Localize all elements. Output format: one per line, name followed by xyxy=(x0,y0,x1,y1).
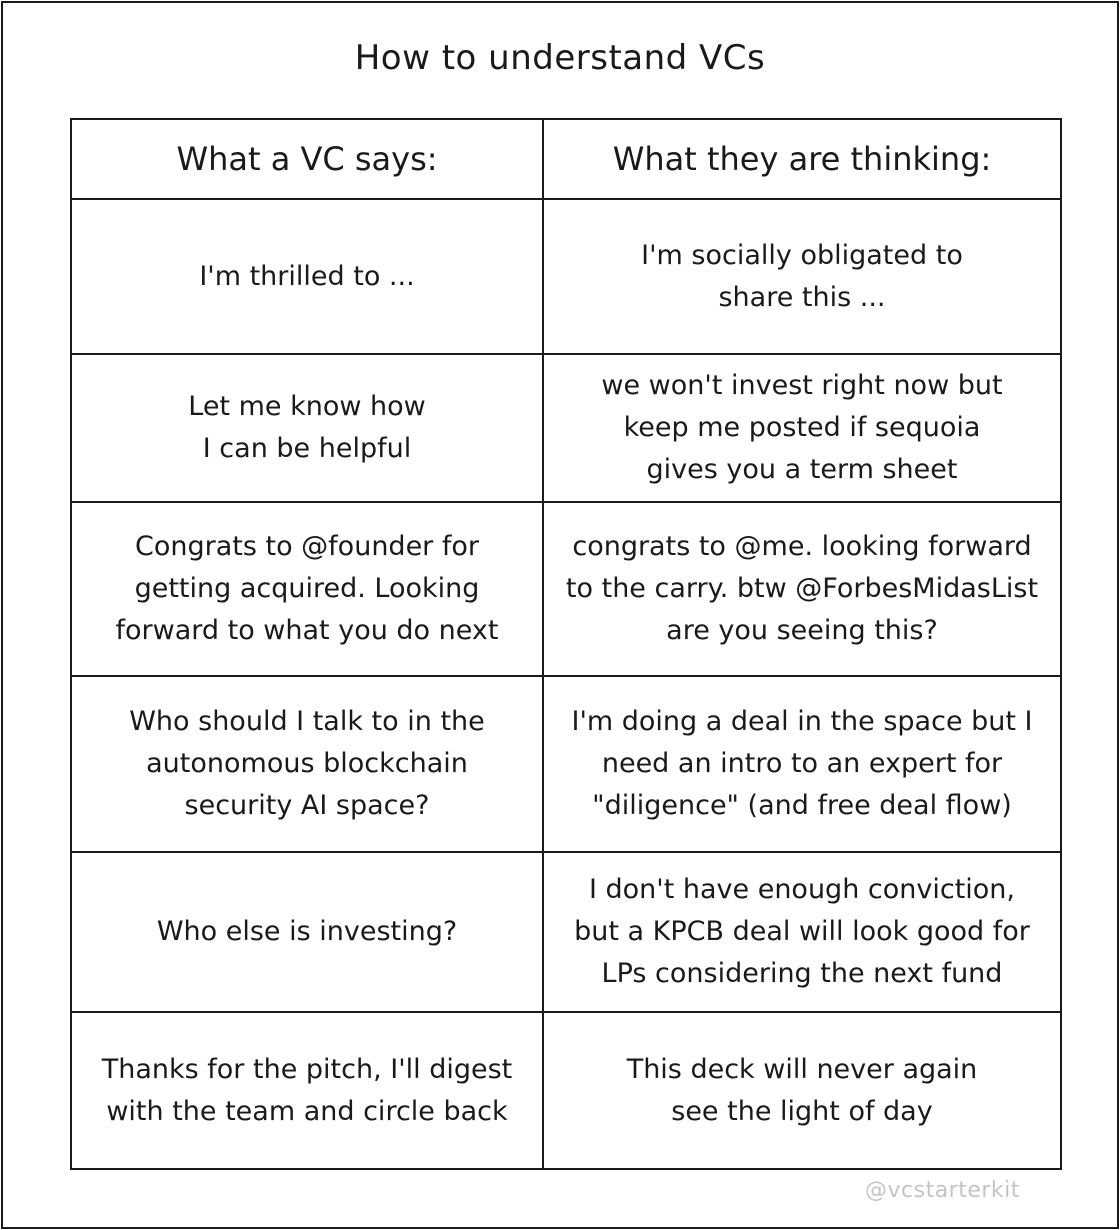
header-what-they-think: What they are thinking: xyxy=(612,140,992,178)
table-row xyxy=(72,853,1060,1013)
vc-thinks-cell: I'm socially obligated to share this ... xyxy=(641,239,963,313)
page-title: How to understand VCs xyxy=(354,38,766,78)
vc-thinks-cell: I don't have enough conviction, but a KPCB deal will look good for LPs considering the next fund xyxy=(574,874,1030,989)
comparison-table xyxy=(70,118,1062,1170)
vc-thinks-cell: we won't invest right now but keep me posted if sequoia gives you a term sheet xyxy=(601,370,1003,485)
table-row xyxy=(72,1013,1060,1168)
vc-thinks-cell: I'm doing a deal in the space but I need an intro to an expert for "diligence" (and free deal flow) xyxy=(571,706,1033,821)
vc-says-cell: Congrats to @founder for getting acquired. Looking forward to what you do next xyxy=(72,503,544,675)
table-row xyxy=(72,355,1060,503)
watermark-handle: @vcstarterkit xyxy=(865,1178,1020,1203)
table-row xyxy=(72,200,1060,355)
vc-says-cell: I'm thrilled to ... xyxy=(72,200,544,353)
vc-says-cell: Who should I talk to in the autonomous blockchain security AI space? xyxy=(72,677,544,851)
table-row xyxy=(72,503,1060,677)
header-what-vc-says: What a VC says: xyxy=(72,120,544,198)
vc-says-cell: Let me know how I can be helpful xyxy=(72,355,544,501)
vc-thinks-cell: This deck will never again see the light of day xyxy=(626,1053,978,1127)
table-header-row xyxy=(72,120,1060,200)
vc-says-cell: Who else is investing? xyxy=(72,853,544,1011)
vc-thinks-cell: congrats to @me. looking forward to the carry. btw @ForbesMidasList are you seeing this? xyxy=(565,531,1039,646)
vc-says-cell: Thanks for the pitch, I'll digest with the team and circle back xyxy=(72,1013,544,1168)
table-row xyxy=(72,677,1060,853)
